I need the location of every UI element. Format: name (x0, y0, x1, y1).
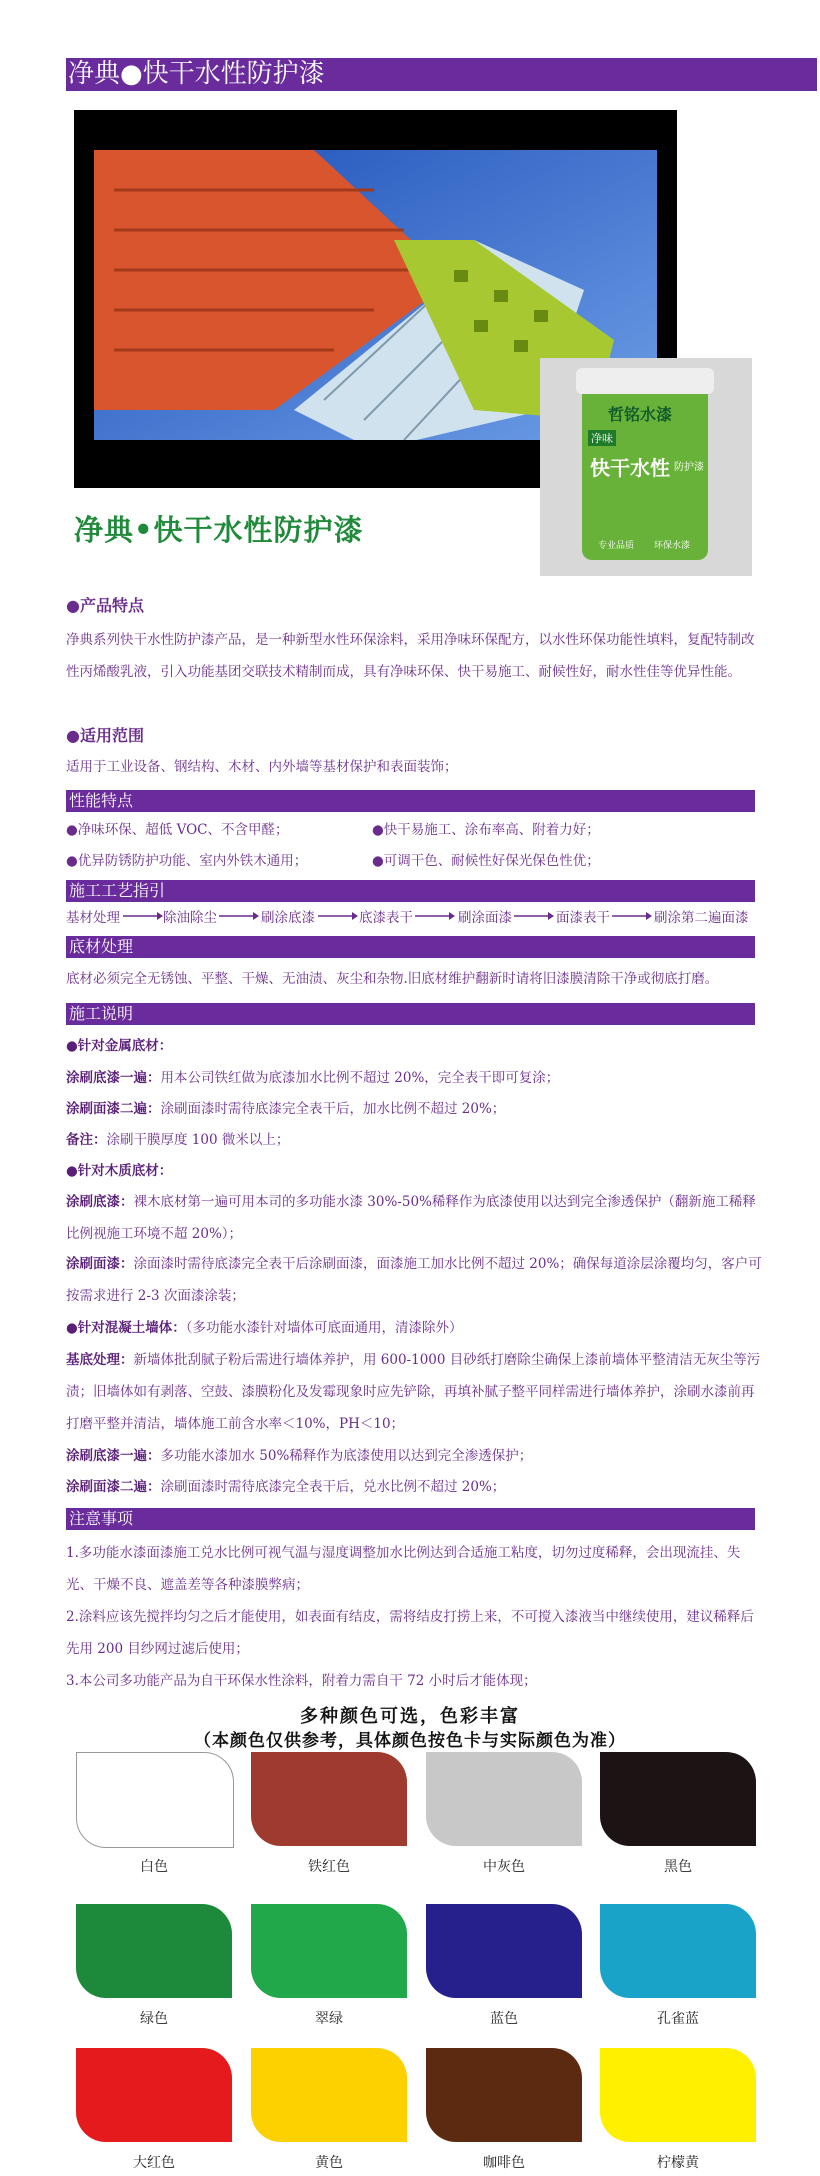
product-features-heading: ●产品特点 (66, 596, 144, 615)
performance-item: ●优异防锈防护功能、室内外铁木通用； (66, 853, 308, 869)
color-swatch (600, 1752, 756, 1846)
color-swatch (251, 2048, 407, 2142)
concrete-primer: 涂刷底漆一遍：多功能水漆加水 50%稀释作为底漆使用以达到完全渗透保护； (66, 1448, 533, 1464)
performance-item: ●净味环保、超低 VOC、不含甲醛； (66, 822, 289, 838)
scope-heading: ●适用范围 (66, 726, 144, 745)
process-step: 底漆表干 (359, 910, 413, 926)
metal-heading: ●针对金属底材： (66, 1038, 173, 1054)
process-step: 基材处理 (66, 910, 120, 926)
arrow-right-icon (123, 910, 163, 922)
metal-primer: 涂刷底漆一遍：用本公司铁红做为底漆加水比例不超过 20%，完全表干即可复涂； (66, 1070, 560, 1086)
color-swatch (426, 1904, 582, 1998)
color-swatch-label: 黑色 (664, 1859, 692, 1875)
color-swatch-label: 咖啡色 (483, 2155, 525, 2171)
bucket-lid (576, 368, 714, 394)
performance-bar: 性能特点 (66, 790, 755, 812)
color-swatch-label: 蓝色 (490, 2011, 518, 2027)
color-swatch (426, 1752, 582, 1846)
process-step: 刷涂面漆 (458, 910, 512, 926)
color-swatch (251, 1752, 407, 1846)
bucket-footer-left: 专业品质 (598, 541, 635, 551)
metal-note: 备注：涂刷干膜厚度 100 微米以上； (66, 1132, 290, 1148)
bucket-badge: 净味 (588, 430, 616, 446)
color-swatch-label: 柠檬黄 (657, 2155, 699, 2171)
bucket-brand: 哲铭水漆 (608, 405, 673, 424)
color-swatch-label: 翠绿 (315, 2011, 343, 2027)
color-swatch (76, 2048, 232, 2142)
substrate-bar: 底材处理 (66, 936, 755, 958)
bucket-product-suffix: 防护漆 (674, 462, 704, 473)
concrete-heading: ●针对混凝土墙体：（多功能水漆针对墙体可底面通用，清漆除外） (66, 1320, 463, 1336)
wood-primer: 涂刷底漆：裸木底材第一遍可用本司的多功能水漆 30%-50%稀释作为底漆使用以达到完全渗透保护（翻新施工稀释比例视施工环境不超 20%）； (66, 1194, 756, 1242)
process-bar: 施工工艺指引 (66, 880, 755, 902)
arrow-right-icon (612, 910, 652, 922)
concrete-base: 基底处理：新墙体批刮腻子粉后需进行墙体养护，用 600-1000 目砂纸打磨除尘确保上漆前墙体平整清洁无灰尘等污渍；旧墙体如有剥落、空鼓、漆膜粉化及发霉现象时应先铲除，再填补腻子整平同样需进行墙体养护，涂刷水漆前再打磨平整并清洁，墙体施工前含水率＜10%，PH＜10； (66, 1352, 761, 1432)
color-swatch-label: 绿色 (140, 2011, 168, 2027)
wood-topcoat: 涂刷面漆：涂面漆时需待底漆完全表干后涂刷面漆，面漆施工加水比例不超过 20%；确保每道涂层涂覆均匀，客户可按需求进行 2-3 次面漆涂装； (66, 1256, 762, 1304)
arrow-right-icon (514, 910, 554, 922)
color-swatch-label: 孔雀蓝 (657, 2011, 699, 2027)
note-item: 1.多功能水漆面漆施工兑水比例可视气温与湿度调整加水比例达到合适施工粘度，切勿过度稀释，会出现流挂、失光、干燥不良、遮盖差等各种漆膜弊病； (66, 1545, 741, 1593)
color-swatch (426, 2048, 582, 2142)
color-swatch-label: 黄色 (315, 2155, 343, 2171)
concrete-topcoat: 涂刷面漆二遍：涂刷面漆时需待底漆完全表干后，兑水比例不超过 20%； (66, 1479, 506, 1495)
performance-item: ●快干易施工、涂布率高、附着力好； (372, 822, 600, 838)
wood-heading: ●针对木质底材： (66, 1163, 173, 1179)
arrow-right-icon (219, 910, 259, 922)
substrate-text: 底材必须完全无锈蚀、平整、干燥、无油渍、灰尘和杂物.旧底材维护翻新时请将旧漆膜清除干净或彻底打磨。 (66, 971, 719, 987)
arrow-right-icon (415, 910, 455, 922)
arrow-right-icon (318, 910, 358, 922)
product-heading: 净典•快干水性防护漆 (74, 513, 364, 547)
color-swatch-label: 铁红色 (308, 1859, 350, 1875)
notes-bar: 注意事项 (66, 1508, 755, 1530)
process-step: 刷涂底漆 (261, 910, 315, 926)
color-swatch-label: 中灰色 (483, 1859, 525, 1875)
color-swatch (251, 1904, 407, 1998)
product-bucket-image (540, 358, 752, 576)
palette-subtitle: （本颜色仅供参考，具体颜色按色卡与实际颜色为准） (194, 1731, 626, 1751)
color-swatch (600, 2048, 756, 2142)
bucket-footer-right: 环保水漆 (654, 541, 691, 551)
color-swatch (600, 1904, 756, 1998)
bucket-product-name: 快干水性 (590, 456, 670, 480)
color-swatch-label: 白色 (140, 1859, 168, 1875)
color-swatch (76, 1904, 232, 1998)
scope-text: 适用于工业设备、钢结构、木材、内外墙等基材保护和表面装饰； (66, 759, 458, 775)
top-banner: 净典●快干水性防护漆 (66, 58, 817, 91)
instructions-bar: 施工说明 (66, 1003, 755, 1025)
color-swatch (76, 1752, 234, 1848)
note-item: 3.本公司多功能产品为自干环保水性涂料，附着力需自干 72 小时后才能体现； (66, 1673, 537, 1689)
note-item: 2.涂料应该先搅拌均匀之后才能使用，如表面有结皮，需将结皮打捞上来，不可搅入漆液当中继续使用，建议稀释后先用 200 目纱网过滤后使用； (66, 1609, 754, 1657)
palette-title: 多种颜色可选，色彩丰富 (300, 1706, 520, 1727)
process-step: 除油除尘 (163, 910, 217, 926)
metal-topcoat: 涂刷面漆二遍：涂刷面漆时需待底漆完全表干后，加水比例不超过 20%； (66, 1101, 506, 1117)
color-swatch-label: 大红色 (133, 2155, 175, 2171)
process-step: 面漆表干 (556, 910, 610, 926)
performance-item: ●可调干色、耐候性好保光保色性优； (372, 853, 600, 869)
process-step: 刷涂第二遍面漆 (654, 910, 749, 926)
product-features-text: 净典系列快干水性防护漆产品，是一种新型水性环保涂料，采用净味环保配方，以水性环保功能性填料，复配特制改性丙烯酸乳液，引入功能基团交联技术精制而成，具有净味环保、快干易施工、耐候性好，耐水性佳等优异性能。 (66, 632, 755, 680)
